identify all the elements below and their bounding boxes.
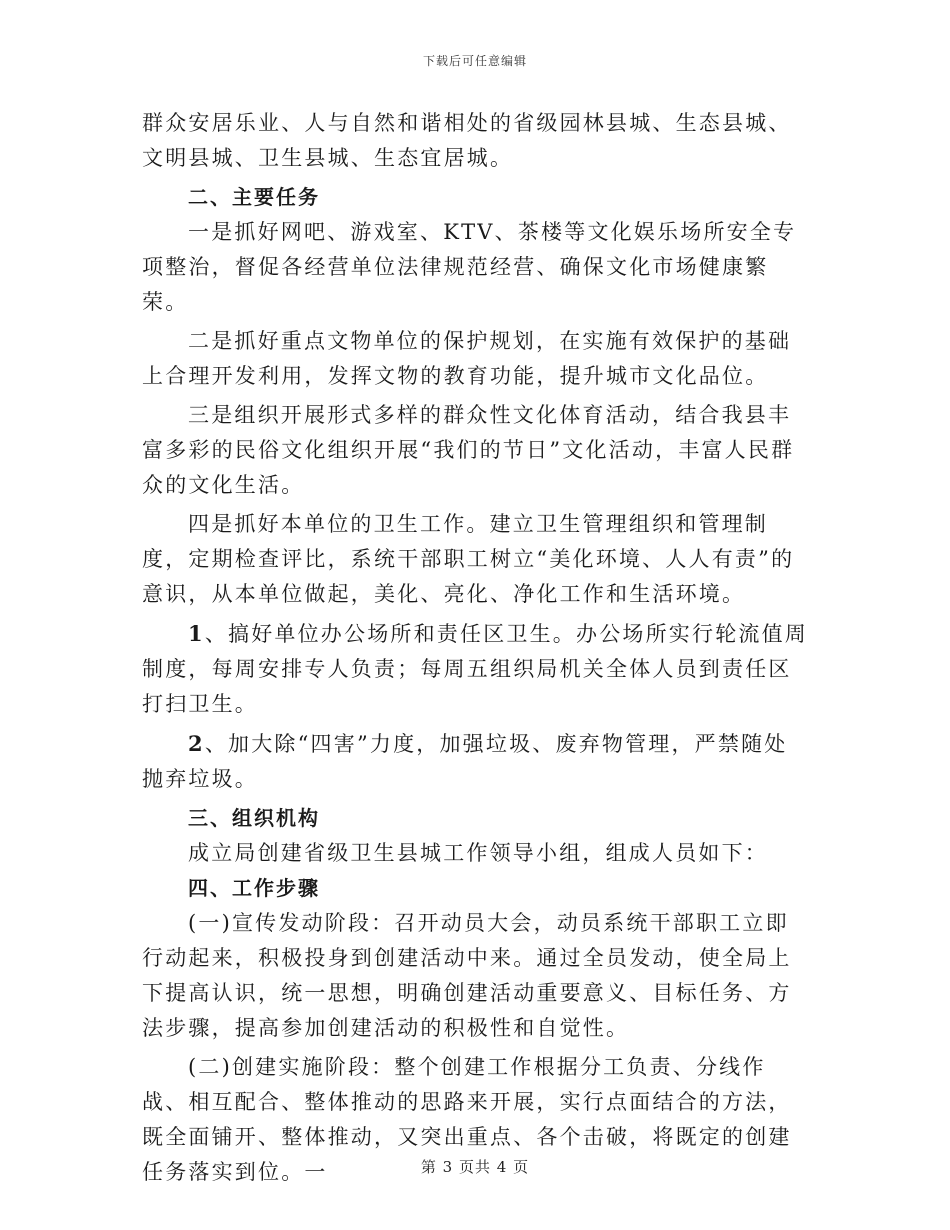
item-number: 1: [188, 621, 205, 646]
item-number: 2: [188, 731, 205, 756]
section-heading-steps: 四、工作步骤: [188, 876, 320, 900]
paragraph-organization: 成立局创建省级卫生县城工作领导小组，组成人员如下：: [188, 841, 768, 865]
paragraph-step-2: (二)创建实施阶段：整个创建工作根据分工负责、分线作战、相互配合、整体推动的思路来开展，实行点面结合的方法，既全面铺开、整体推动，又突出重点、各个击破，将既定的创建任务落实到位。一: [142, 1055, 792, 1184]
item-text: 、搞好单位办公场所和责任区卫生。办公场所实行轮流值周制度，每周安排专人负责；每周五组织局机关全体人员到责任区打扫卫生。: [142, 622, 809, 716]
paragraph-task-4: 四是抓好本单位的卫生工作。建立卫生管理组织和管理制度，定期检查评比，系统干部职工树立“美化环境、人人有责”的意识，从本单位做起，美化、亮化、净化工作和生活环境。: [142, 512, 795, 606]
paragraph-task-1: 一是抓好网吧、游戏室、KTV、茶楼等文化娱乐场所安全专项整治，督促各经营单位法律规范经营、确保文化市场健康繁荣。: [142, 220, 797, 314]
paragraph-task-3: 三是组织开展形式多样的群众性文化体育活动，结合我县丰富多彩的民俗文化组织开展“我们的节日”文化活动，丰富人民群众的文化生活。: [142, 403, 795, 497]
paragraph-item-2: [142, 726, 810, 797]
section-heading-organization: 三、组织机构: [188, 806, 320, 830]
page-header-note: 下载后可任意编辑: [422, 54, 527, 68]
paragraph-continuation: 群众安居乐业、人与自然和谐相处的省级园林县城、生态县城、文明县城、卫生县城、生态宜居城。: [142, 111, 792, 170]
page-number: 第 3 页共 4 页: [420, 1158, 530, 1176]
paragraph-item-1: [142, 616, 810, 722]
item-text: 、加大除“四害”力度，加强垃圾、废弃物管理，严禁随处抛弃垃圾。: [142, 732, 788, 791]
paragraph-task-2: 二是抓好重点文物单位的保护规划，在实施有效保护的基础上合理开发利用，发挥文物的教育功能，提升城市文化品位。: [142, 329, 792, 388]
paragraph-step-1: (一)宣传发动阶段：召开动员大会，动员系统干部职工立即行动起来，积极投身到创建活动中来。通过全员发动，使全局上下提高认识，统一思想，明确创建活动重要意义、目标任务、方法步骤，提高参加创建活动的积极性和自觉性。: [142, 911, 792, 1040]
document-body: [142, 106, 810, 1190]
section-heading-main-tasks: 二、主要任务: [188, 185, 320, 209]
